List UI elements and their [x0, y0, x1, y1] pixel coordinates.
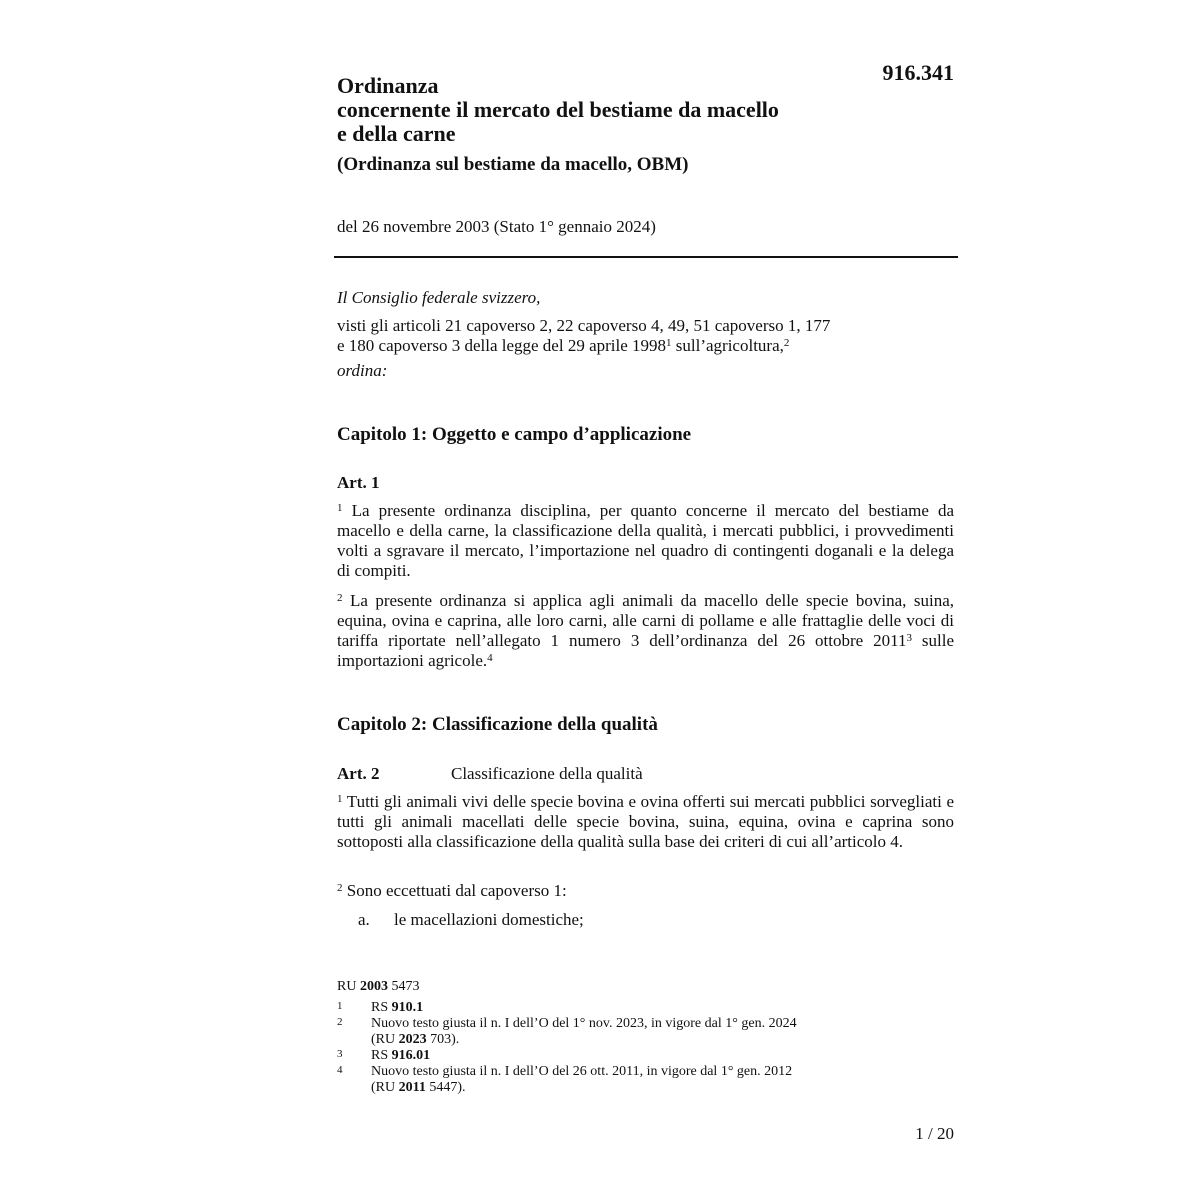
ru-year: 2003 — [359, 979, 388, 994]
title-line: Ordinanza — [337, 73, 439, 98]
footnote-ru-year: 2023 — [398, 1032, 427, 1047]
paragraph-text: La presente ordinanza si applica agli animali da macello delle specie bovina, suina, equina, ovina e caprina, alle loro carni, alle carni di pollame e alle frattaglie delle voci di tariffa riportate nell’allegato 1 numero 3 dell’ordinanza del 26 ottobre 2011 — [337, 591, 954, 650]
footnote-ref[interactable]: 2 — [783, 337, 790, 349]
article-label: Art. 2 — [337, 764, 380, 783]
title-line: concernente il mercato del bestiame da macello — [337, 97, 779, 122]
footnote-ru-close: 703). — [426, 1032, 460, 1047]
basis-text: e 180 capoverso 3 della legge del 29 aprile 1998 — [337, 336, 667, 355]
paragraph-number: 2 — [337, 592, 343, 604]
footnote-ref[interactable]: 3 — [906, 632, 912, 644]
footnote-prefix: RS — [371, 1000, 392, 1015]
list-item-letter: a. — [358, 910, 370, 929]
preamble-ordina: ordina: — [337, 361, 388, 380]
paragraph-number: 1 — [337, 502, 343, 514]
footnote-text — [371, 1064, 891, 1096]
basis-line: visti gli articoli 21 capoverso 2, 22 capoverso 4, 49, 51 capoverso 1, 177 — [337, 316, 831, 335]
article-label: Art. 1 — [337, 473, 380, 492]
footnote-number: 1 — [337, 1000, 343, 1012]
document-title — [337, 74, 857, 146]
footnote-line: Nuovo testo giusta il n. I dell’O del 1° nov. 2023, in vigore dal 1° gen. 2024 — [371, 1016, 797, 1031]
paragraph-number: 2 — [337, 882, 343, 894]
paragraph-number: 1 — [337, 793, 343, 805]
footnote-prefix: RS — [371, 1048, 392, 1063]
list-item: le macellazioni domestiche; — [394, 910, 584, 929]
article-heading: Classificazione della qualità — [451, 764, 643, 783]
date-line: del 26 novembre 2003 (Stato 1° gennaio 2024) — [337, 217, 656, 236]
article-paragraph — [337, 501, 954, 581]
short-title: (Ordinanza sul bestiame da macello, OBM) — [337, 154, 689, 175]
ru-page: 5473 — [387, 979, 420, 994]
footnote-number: 4 — [337, 1064, 343, 1076]
paragraph-text: Tutti gli animali vivi delle specie bovina e ovina offerti sui mercati pubblici sorvegliati e tutti gli animali macellati delle specie bovina, suina, equina, ovina e caprina sono sottoposti alla classificazione della qualità sulla base dei criteri di cui all’articolo 4. — [337, 792, 954, 851]
footnote-text — [371, 1000, 891, 1016]
chapter-heading: Capitolo 1: Oggetto e campo d’applicazione — [337, 424, 692, 445]
footnote-rs-number: 916.01 — [391, 1048, 431, 1063]
footnote-text — [371, 1048, 891, 1064]
paragraph-text: La presente ordinanza disciplina, per quanto concerne il mercato del bestiame da macello e della carne, la classificazione della qualità, i mercati pubblici, i provvedimenti volti a sgravare il mercato, l’importazione nel quadro di contingenti doganali e la delega di compiti. — [337, 501, 954, 580]
ru-reference — [337, 979, 419, 995]
preamble-issuer: Il Consiglio federale svizzero, — [337, 288, 541, 307]
footnote-rs-number: 910.1 — [391, 1000, 424, 1015]
basis-line — [337, 336, 897, 356]
paragraph-text: Sono eccettuati dal capoverso 1: — [342, 881, 567, 900]
preamble-legal-basis — [337, 316, 897, 356]
article-paragraph — [337, 881, 567, 901]
ru-prefix: RU — [337, 979, 360, 994]
page-number: 1 / 20 — [915, 1124, 954, 1143]
chapter-heading: Capitolo 2: Classificazione della qualità — [337, 714, 658, 735]
footnote-number: 2 — [337, 1016, 343, 1028]
footnote-ref[interactable]: 1 — [666, 337, 672, 349]
basis-text: sull’agricoltura, — [671, 336, 784, 355]
footnote-number: 3 — [337, 1048, 343, 1060]
footnote-ru-open: (RU — [371, 1032, 399, 1047]
footnote-text — [371, 1016, 891, 1048]
footnote-ru-open: (RU — [371, 1080, 399, 1095]
footnote-ru-close: 5447). — [425, 1080, 466, 1095]
footnote-line: Nuovo testo giusta il n. I dell’O del 26 ott. 2011, in vigore dal 1° gen. 2012 — [371, 1064, 793, 1079]
footnote-ru-year: 2011 — [398, 1080, 426, 1095]
article-paragraph — [337, 591, 954, 671]
article-paragraph — [337, 792, 954, 852]
title-line: e della carne — [337, 121, 456, 146]
footnote-ref[interactable]: 4 — [487, 652, 493, 664]
header-divider — [334, 256, 958, 258]
paragraph-text: sulle importazioni agricole. — [337, 631, 954, 670]
sr-number: 916.341 — [882, 60, 954, 85]
